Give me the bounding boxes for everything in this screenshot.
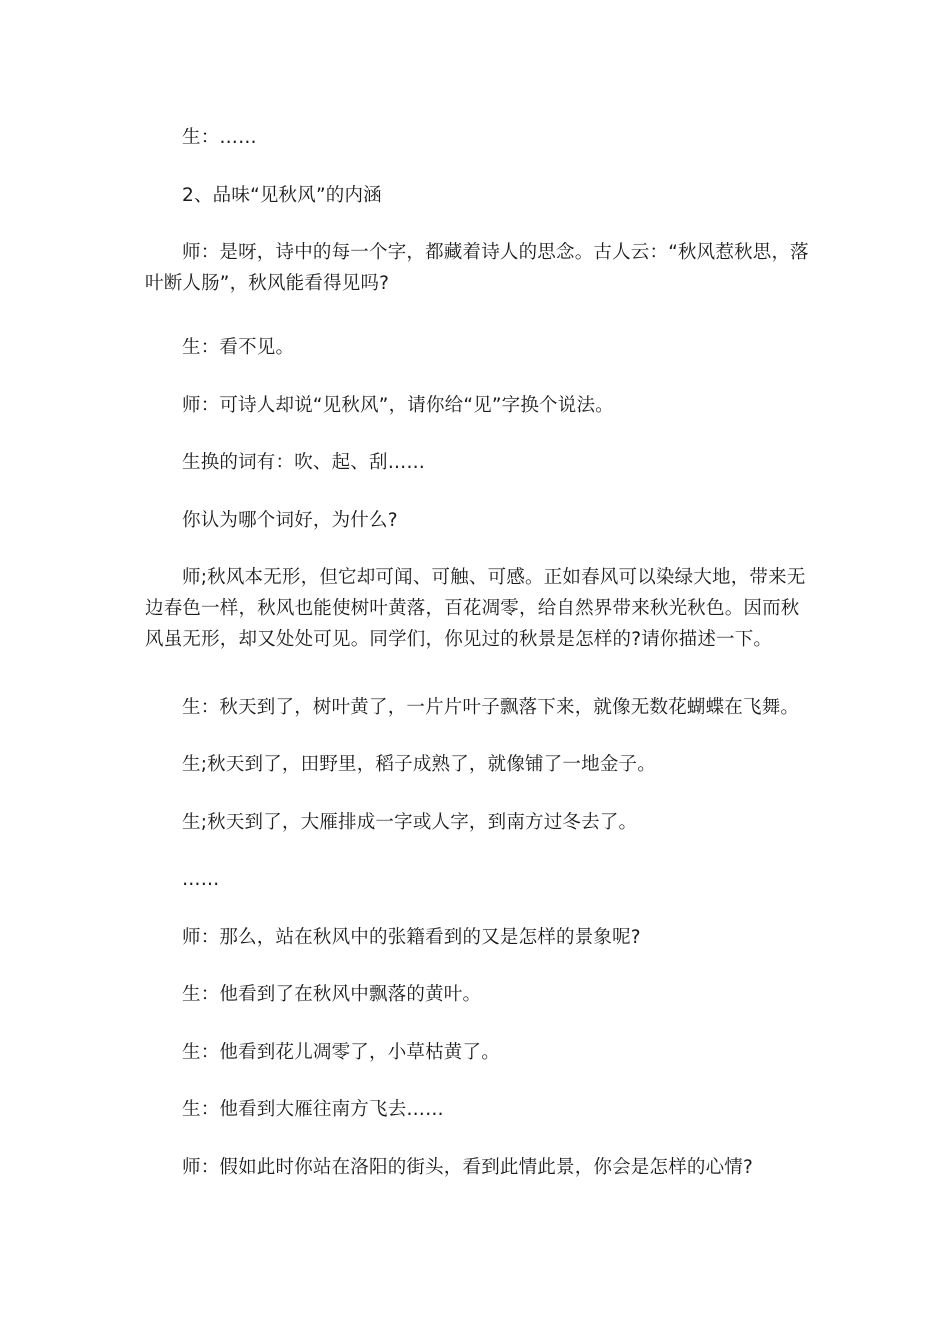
paragraph-11: 生;秋天到了，大雁排成一字或人字，到南方过冬去了。 [182,812,638,833]
paragraph-15: 生：他看到花儿凋零了，小草枯黄了。 [182,1042,500,1063]
paragraph-1: 生：…… [182,127,257,148]
paragraph-6: 生换的词有：吹、起、刮…… [182,452,426,473]
paragraph-17: 师：假如此时你站在洛阳的街头，看到此情此景，你会是怎样的心情? [182,1157,754,1178]
paragraph-16: 生：他看到大雁往南方飞去…… [182,1099,444,1120]
paragraph-12: …… [182,869,220,890]
paragraph-4: 生：看不见。 [182,337,295,358]
paragraph-14: 生：他看到了在秋风中飘落的黄叶。 [182,984,482,1005]
paragraph-13: 师：那么，站在秋风中的张籍看到的又是怎样的景象呢? [182,927,641,948]
paragraph-7: 你认为哪个词好，为什么? [182,510,398,531]
paragraph-9: 生：秋天到了，树叶黄了，一片片叶子飘落下来，就像无数花蝴蝶在飞舞。 [182,697,800,718]
paragraph-5: 师：可诗人却说“见秋风”，请你给“见”字换个说法。 [182,395,614,416]
paragraph-10: 生;秋天到了，田野里，稻子成熟了，就像铺了一地金子。 [182,754,656,775]
paragraph-3: 师：是呀，诗中的每一个字，都藏着诗人的思念。古人云：“秋风惹秋思，落叶断人肠”，秋风能看得见吗? [145,242,809,294]
paragraph-8: 师;秋风本无形，但它却可闻、可触、可感。正如春风可以染绿大地，带来无边春色一样，秋风也能使树叶黄落，百花凋零，给自然界带来秋光秋色。因而秋风虽无形，却又处处可见。同学们，你见过的秋景是怎样的?请你描述一下。 [145,567,806,650]
section-heading: 2、品味“见秋风”的内涵 [182,185,382,206]
